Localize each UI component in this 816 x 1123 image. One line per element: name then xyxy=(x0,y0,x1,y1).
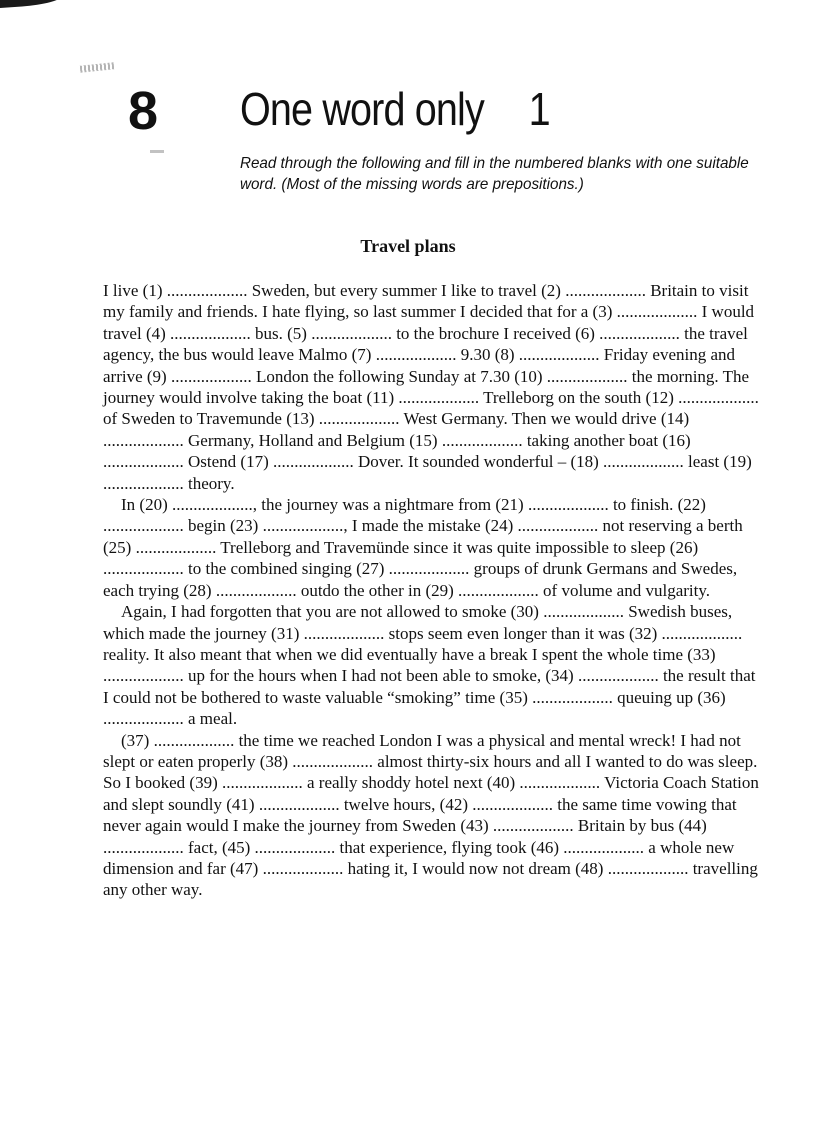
scan-edge-mark xyxy=(0,0,62,8)
passage-title: Travel plans xyxy=(360,236,456,256)
passage-paragraph-1: I live (1) ................... Sweden, but every summer I like to travel (2) ................... Britain to visit my family and friends. I hate flying, so last summer I decided that for a (3) ................... I would travel (4) ................... bus. (5) ................... to the brochure I received (6) ................... the travel agency, the bus would leave Malmo (7) ................... 9.30 (8) ................... Friday evening and arrive (9) ................... London the following Sunday at 7.30 (10) ................... the morning. The journey would involve taking the boat (11) ................... Trelleborg on the south (12) ................... of Sweden to Travemunde (13) ................... West Germany. Then we would drive (14) ................... Germany, Holland and Belgium (15) ................... taking another boat (16) ................... Ostend (17) ................... Dover. It sounded wonderful – (18) ................... least (19) ................... theory. xyxy=(103,281,759,493)
scan-speck-mark-small xyxy=(150,150,164,153)
passage-paragraph-3: Again, I had forgotten that you are not allowed to smoke (30) ................... Swedish buses, which made the journey (31) ................... stops seem even longer than it was (32) ................... reality. It also meant that when we did eventually have a break I spent the whole time (33) ................... up for the hours when I had not been able to smoke, (34) ................... the result that I could not be bothered to waste valuable “smoking” time (35) ................... queuing up (36) ................... a meal. xyxy=(103,602,756,729)
scan-speck-mark xyxy=(80,62,115,73)
passage-paragraph-2: In (20) ..................., the journey was a nightmare from (21) ................... to finish. (22) ................... begin (23) ..................., I made the mistake (24) ................... not reserving a berth (25) ................... Trelleborg and Travemünde since it was quite impossible to sleep (26) ................... to the combined singing (27) ................... groups of drunk Germans and Swedes, each trying (28) ................... outdo the other in (29) ................... of volume and vulgarity. xyxy=(103,495,743,600)
unit-title-sub: 1 xyxy=(528,83,550,135)
exercise-instructions: Read through the following and fill in the numbered blanks with one suitable word. (Most of the missing words are prepositions.) xyxy=(240,155,749,193)
unit-title xyxy=(240,83,550,135)
passage-body xyxy=(103,280,763,901)
passage-paragraph-4: (37) ................... the time we reached London I was a physical and mental wreck! I had not slept or eaten properly (38) ................... almost thirty-six hours and all I wanted to do was sleep. So I booked (39) ................... a really shoddy hotel next (40) ................... Victoria Coach Station and slept soundly (41) ................... twelve hours, (42) ................... the same time vowing that never again would I make the journey from Sweden (43) ................... Britain by bus (44) ................... fact, (45) ................... that experience, flying took (46) ................... a whole new dimension and far (47) ................... hating it, I would now not dream (48) ................... travelling any other way. xyxy=(103,730,759,900)
unit-title-main: One word only xyxy=(240,83,484,135)
unit-number: 8 xyxy=(128,81,159,141)
